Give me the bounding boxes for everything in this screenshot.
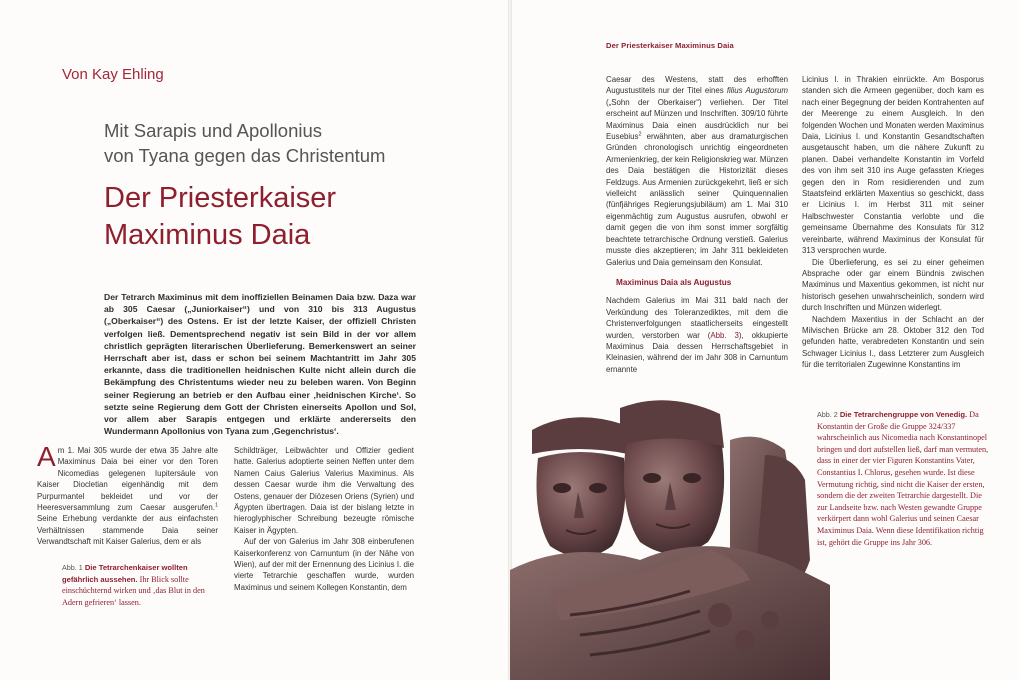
figure-reference: Abb. 3 <box>710 330 739 340</box>
armoured-bodies <box>510 546 830 680</box>
title-line-2: Maximinus Daia <box>104 219 311 251</box>
kicker <box>104 118 385 168</box>
figure-caption-2 <box>817 409 989 548</box>
lead-paragraph: Der Tetrarch Maximinus mit dem inoffiziellen Beinamen Daia bzw. Daza war ab 305 Caesar („Juniorkaiser“) und von 310 bis 313 Augustus („Oberkaiser“) des Ostens. Er ist der letzte Kaiser, der offiziell Christen verfolgen ließ. Dementsprechend negativ ist sein Bild in der vor allem christlich geprägten literarischen Überlieferung. Bemerkenswert an seiner Herrschaft aber ist, dass er schon bei seinem Machtantritt im Jahr 305 erkannte, dass die traditionellen heidnischen Kulte nicht allein durch die Bekämpfung des Christentums wieder neu zu beleben waren. Von Beginn seiner Regierung an betrieb er den Aufbau einer ‚heidnischen Kirche‘. So setzte seine Regierung dem Gott der Christen einerseits Apollon und Sol, vor allem aber Sarapis entgegen und erklärte andererseits den Wundermann Apollonius von Tyana zum ‚Gegenchristus‘. <box>104 292 416 437</box>
body-column-2 <box>234 445 414 593</box>
latin-term: filius Augustorum <box>726 86 788 96</box>
body-column-1 <box>37 441 218 548</box>
body-column-4 <box>802 74 984 371</box>
front-figure-right <box>620 400 724 554</box>
body-text: Seine Erhebung verdankte der aus einfachsten Verhältnissen stammende Daia seiner Verwandtschaft mit Kaiser Galerius, dem er als <box>37 514 218 547</box>
kicker-line-1: Mit Sarapis und Apollonius <box>104 120 323 141</box>
body-paragraph: Nachdem Maxentius in der Schlacht an der Milvischen Brücke am 28. Oktober 312 den Tod gefunden hatte, verabredeten Konstantin und sein Schwager Licinius I., dass Letzterer zum Ausgleich für die territorialen Zugewinne Konstantins im <box>802 314 984 370</box>
body-column-3 <box>606 74 788 375</box>
front-figure-left <box>532 417 628 557</box>
footnote-marker: 1 <box>214 502 218 509</box>
caption-label: Abb. 2 <box>817 410 838 419</box>
caption-text: Da Konstantin der Große die Gruppe 324/337 wahrscheinlich aus Nicomedia nach Konstantinopel bringen und dort aufstellen ließ, darf man vermuten, dass in einer der vier Figuren Konstantins Vater, Constantius I. Chlorus, gesehen wurde. Ist diese Vermutung richtig, sind nicht die Kaiser der ersten, sondern die der zweiten Tetrarchie dargestellt. Die zur Landseite bzw. nach Westen gewandte Gruppe verkörpert dann wohl Galerius und seinen Caesar Maximinus Daia. Wenn diese Identifikation richtig ist, gehört die Gruppe ins Jahr 306. <box>817 410 989 547</box>
body-text: m 1. Mai 305 wurde der etwa 35 Jahre alte Maximinus Daia bei einer vor den Toren Nicomedias gelegenen Iupitersäule von Kaiser Diocletian eigenhändig mit dem Purpurmantel bekleidet und vor der Heeresversammlung zum Caesar ausgerufen. <box>37 446 218 513</box>
body-text: Nachdem Galerius im Mai 311 bald nach der Verkündung des Toleranzediktes, mit dem die Christenverfolgungen staatlicherseits eingestellt wurden, verstorben war ( <box>606 296 788 340</box>
drop-cap: A <box>37 441 56 472</box>
body-text: erwähnten, aber aus dramaturgischen Gründen chronologisch unrichtig eingeordneten Armenienkrieg, der kein Religionskrieg war. Münzen des Daia bestätigen die Historizität dieses Feldzugs. Aus Armenien zurückgekehrt, ließ er sich vielleicht anlässlich seiner Quinquennalien (fünfjähriges Regierungsjubiläum) am 1. Mai 310 eigenmächtig zum Augustus ausrufen, obwohl er damit gegen die von ihm sonst immer sorgfältig beachtete tetrarchische Ordnung verstieß. Galerius musste dies akzeptieren; im Jahr 311 bekleideten Galerius und Daia gemeinsam den Konsulat. <box>606 132 789 267</box>
running-head: Der Priesterkaiser Maximinus Daia <box>606 41 734 50</box>
body-paragraph: Die Überlieferung, es sei zu einer geheimen Absprache oder gar einem Bündnis zwischen Maximinus und Maxentius gekommen, ist nicht nur historisch gesehen unwahrscheinlich, sondern wird durch Inschriften und Münzen widerlegt. <box>802 257 984 313</box>
body-paragraph <box>606 295 788 375</box>
body-paragraph: Licinius I. in Thrakien einrückte. Am Bosporus standen sich die Armeen gegenüber, doch kam es nach einer Begegnung der beiden Kontrahenten auf der Meerenge zu einem Ausgleich. In den folgenden Wochen und Monaten werden Maximinus Daia, Licinius I. und Konstantin Gesandtschaften ausgetauscht haben, um die nähere Zukunft zu planen. Dabei verhandelte Konstantin im Vorfeld des von ihm seit 310 ins Auge gefassten Krieges gegen den in Rom residierenden und zum Staatsfeind erklärten Maxentius so geschickt, dass er Licinius I. im Herbst 311 mit seiner Halbschwester Constantia verlobte und die gemeinsame Übernahme des Konsulats für 312 vereinbarte, während Maximinus der Konsulat für 313 versprochen wurde. <box>802 75 984 256</box>
tetrarch-sculpture-photo <box>510 400 830 680</box>
body-paragraph: Schildträger, Leibwächter und Offizier gedient hatte. Galerius adoptierte seinen Neffen unter dem Namen Caius Galerius Valerius Maximinus. Als dessen Caesar wurde ihm die Verwaltung des Ostens, genauer der Diözesen Oriens (Syrien) und Ägypten übertragen. Daia ist der bislang letzte in hieroglyphischer Schreibung bezeugte römische Kaiser in Ägypten. <box>234 446 414 535</box>
author-line: Von Kay Ehling <box>62 66 164 83</box>
body-text: ), okkupierte Maximinus Daia dessen Herrschaftsgebiet in Kleinasien, während der im Jahr 308 in Carnuntum ernannte <box>606 330 788 374</box>
title-line-1: Der Priesterkaiser <box>104 182 337 214</box>
body-text: („Sohn der Oberkaiser“) verliehen. Der Titel erscheint auf Münzen und Inschriften. 309/10 führte Maximinus Daia einen ausdrücklich nur bei Eusebius <box>606 97 788 142</box>
figure-caption-1 <box>62 562 222 608</box>
caption-title: Die Tetrarchengruppe von Venedig. <box>839 410 968 419</box>
body-text: Caesar des Westens, statt des erhofften Augustustitels nur der Titel eines <box>606 75 788 96</box>
article-title <box>104 180 336 254</box>
body-paragraph: Auf der von Galerius im Jahr 308 einberufenen Kaiserkonferenz von Carnuntum (in der Nähe von Wien), auf der mit der Ernennung des Licinius I. die vierte Tetrarchie geschaffen wurde, wurden Maximinus und seinem Kollegen Konstantin, dem <box>234 537 414 592</box>
caption-text: Ihr Blick sollte einschüchternd wirken und ‚das Blut in den Adern gefrieren‘ lassen. <box>62 574 205 607</box>
section-subheading: Maximinus Daia als Augustus <box>616 277 732 287</box>
footnote-marker: 2 <box>638 131 642 138</box>
caption-label: Abb. 1 <box>62 563 83 572</box>
kicker-line-2: von Tyana gegen das Christentum <box>104 145 386 166</box>
body-paragraph <box>606 74 788 268</box>
caption-title: Die Tetrarchenkaiser wollten gefährlich aussehen. <box>62 563 188 584</box>
